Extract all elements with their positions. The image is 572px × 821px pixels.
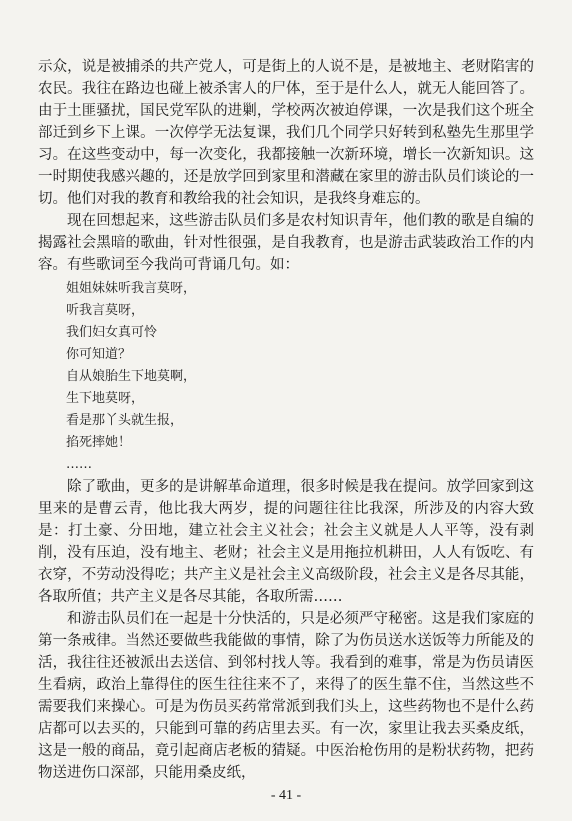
- paragraph-3: 除了歌曲，更多的是讲解革命道理，很多时候是我在提问。放学回家到这里来的是曹云青，他比我大两岁，提的问题往往比我深，所涉及的内容大致是：打土豪、分田地，建立社会主义社会；社会主义就是人人平等，没有剥削，没有压迫，没有地主、老财；社会主义是用拖拉机耕田，人人有饭吃、有衣穿，不劳动没得吃；共产主义是社会主义高级阶段，社会主义是各尽其能，各取所值；共产主义是各尽其能，各取所需……: [38, 479, 534, 605]
- paragraph-2: 现在回想起来，这些游击队员们多是农村知识青年，他们教的歌是自编的揭露社会黑暗的歌曲，针对性很强，是自我教育，也是游击武装政治工作的内容。有些歌词至今我尚可背诵几句。如：: [38, 213, 534, 273]
- lyric-line: ……: [66, 457, 92, 472]
- lyric-line: 听我言莫呀，: [66, 303, 145, 318]
- lyric-line: 你可知道？: [66, 347, 132, 362]
- paragraph-1: 示众，说是被捕杀的共产党人，可是街上的人说不是，是被地主、老财陷害的农民。我往在路边也碰上被杀害人的尸体，至于是什么人，就无人能回答了。由于土匪骚扰，国民党军队的进剿，学校两次被迫停课，一次是我们这个班全部迁到乡下上课。一次停学无法复课，我们几个同学只好转到私塾先生那里学习。在这些变动中，每一次变化，我都接触一次新环境，增长一次新知识。这一时期使我感兴趣的，还是放学回到家里和潜藏在家里的游击队员们谈论的一切。他们对我的教育和教给我的社会知识，是我终身难忘的。: [38, 59, 534, 207]
- lyric-line: 掐死摔她！: [66, 435, 132, 450]
- lyric-line: 姐姐妹妹听我言莫呀，: [66, 281, 197, 296]
- song-lyrics: [66, 278, 534, 476]
- lyric-line: 我们妇女真可怜: [66, 325, 158, 340]
- lyric-line: 生下地莫呀，: [66, 391, 145, 406]
- paragraph-4: 和游击队员们在一起是十分快活的，只是必须严守秘密。这是我们家庭的第一条戒律。当然还要做些我能做的事情，除了为伤员送水送饭等力所能及的活，我往往还被派出去送信、到邻村找人等。我看到的难事，常是为伤员请医生看病，政治上靠得住的医生往往来不了，来得了的医生靠不住，当然这些不需要我们来操心。可是为伤员买药常常派到我们头上，这些药物也不是什么药店都可以去买的，只能到可靠的药店里去买。有一次，家里让我去买桑皮纸，这是一般的商品，竟引起商店老板的猜疑。中医治枪伤用的是粉状药物，把药物送进伤口深部，只能用桑皮纸，: [38, 611, 534, 781]
- page-body: [38, 56, 534, 784]
- lyric-line: 自从娘胎生下地莫啊，: [66, 369, 197, 384]
- page-number: - 41 -: [270, 788, 302, 803]
- lyric-line: 看是那丫头就生报，: [66, 413, 184, 428]
